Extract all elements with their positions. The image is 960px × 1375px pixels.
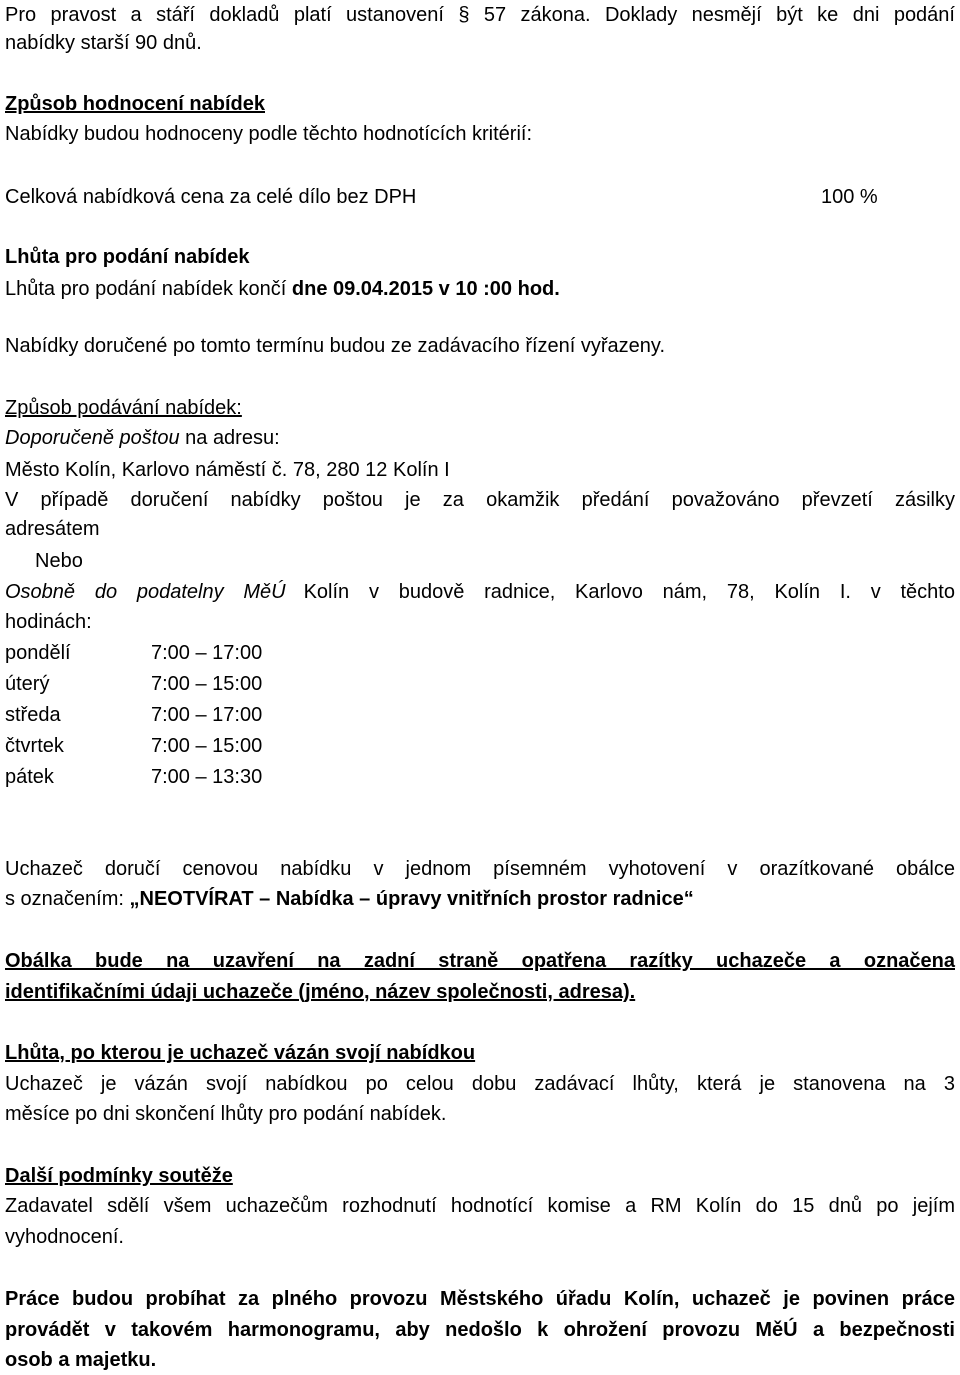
- hours-row: [5, 669, 262, 699]
- or-text: Nebo: [35, 550, 83, 572]
- criterion-label: Celková nabídková cena za celé dílo bez DPH: [5, 186, 417, 208]
- personal-text: Kolín v budově radnice, Karlovo nám, 78, Kolín I. v těchto: [303, 581, 955, 603]
- personal-label: Osobně do podatelny MěÚ: [5, 581, 286, 603]
- hours-time: 7:00 – 15:00: [151, 735, 263, 757]
- envelope-line-2-prefix: s označením:: [5, 888, 130, 910]
- hours-day: pátek: [5, 766, 54, 788]
- hours-row: [5, 700, 262, 730]
- hours-time: 7:00 – 13:30: [151, 766, 263, 788]
- hours-day: pondělí: [5, 642, 71, 664]
- mail-line: [5, 423, 280, 453]
- hours-row: [5, 638, 262, 668]
- binding-heading: Lhůta, po kterou je uchazeč vázán svojí nabídkou: [5, 1042, 476, 1064]
- conditions-line-2: vyhodnocení.: [5, 1226, 124, 1248]
- intro-line-2: nabídky starší 90 dnů.: [5, 32, 202, 54]
- final-note-line-3: osob a majetku.: [5, 1349, 157, 1371]
- seal-line-2: identifikačními údaji uchazeče (jméno, název společnosti, adresa).: [5, 981, 636, 1003]
- seal-line-1: Obálka bude na uzavření na zadní straně opatřena razítky uchazeče a označena: [5, 950, 955, 972]
- deadline-heading: Lhůta pro podání nabídek: [5, 246, 250, 268]
- conditions-heading: Další podmínky soutěže: [5, 1165, 233, 1187]
- conditions-line-1: Zadavatel sdělí všem uchazečům rozhodnutí hodnotící komise a RM Kolín do 15 dnů po jejím: [5, 1195, 955, 1217]
- hours-day: úterý: [5, 673, 50, 695]
- hours-row: [5, 762, 262, 792]
- evaluation-heading: Způsob hodnocení nabídek: [5, 93, 265, 115]
- hours-time: 7:00 – 17:00: [151, 704, 263, 726]
- personal-line: [5, 577, 955, 607]
- mail-label: Doporučeně poštou: [5, 427, 180, 449]
- criterion-weight: 100 %: [821, 186, 878, 208]
- evaluation-text: Nabídky budou hodnoceny podle těchto hodnotících kritérií:: [5, 123, 533, 145]
- deadline-text-prefix: Lhůta pro podání nabídek končí: [5, 278, 292, 300]
- address: Město Kolín, Karlovo náměstí č. 78, 280 12 Kolín I: [5, 459, 450, 481]
- submission-heading: Způsob podávání nabídek:: [5, 397, 242, 419]
- mail-note-line-2: adresátem: [5, 518, 100, 540]
- hours-day: čtvrtek: [5, 735, 64, 757]
- mail-suffix: na adresu:: [179, 427, 280, 449]
- personal-text-2: hodinách:: [5, 611, 92, 633]
- hours-time: 7:00 – 15:00: [151, 673, 263, 695]
- hours-day: středa: [5, 704, 61, 726]
- mail-note-line-1: V případě doručení nabídky poštou je za okamžik předání považováno převzetí zásilky: [5, 489, 955, 511]
- binding-line-1: Uchazeč je vázán svojí nabídkou po celou dobu zadávací lhůty, která je stanovena na 3: [5, 1073, 955, 1095]
- final-note-line-1: Práce budou probíhat za plného provozu Městského úřadu Kolín, uchazeč je povinen práce: [5, 1288, 955, 1310]
- envelope-line-2: [5, 884, 694, 914]
- hours-time: 7:00 – 17:00: [151, 642, 263, 664]
- deadline-text: [5, 274, 560, 304]
- intro-line-1: Pro pravost a stáří dokladů platí ustanovení § 57 zákona. Doklady nesmějí být ke dni podání: [5, 4, 955, 26]
- hours-row: [5, 731, 262, 761]
- late-note: Nabídky doručené po tomto termínu budou ze zadávacího řízení vyřazeny.: [5, 335, 665, 357]
- deadline-date: dne 09.04.2015 v 10 :00 hod.: [291, 278, 560, 300]
- envelope-marking: „NEOTVÍRAT – Nabídka – úpravy vnitřních prostor radnice“: [129, 888, 694, 910]
- envelope-line-1: Uchazeč doručí cenovou nabídku v jednom písemném vyhotovení v orazítkované obálce: [5, 858, 955, 880]
- final-note-line-2: provádět v takovém harmonogramu, aby nedošlo k ohrožení provozu MěÚ a bezpečnosti: [5, 1319, 955, 1341]
- binding-line-2: měsíce po dni skončení lhůty pro podání nabídek.: [5, 1103, 447, 1125]
